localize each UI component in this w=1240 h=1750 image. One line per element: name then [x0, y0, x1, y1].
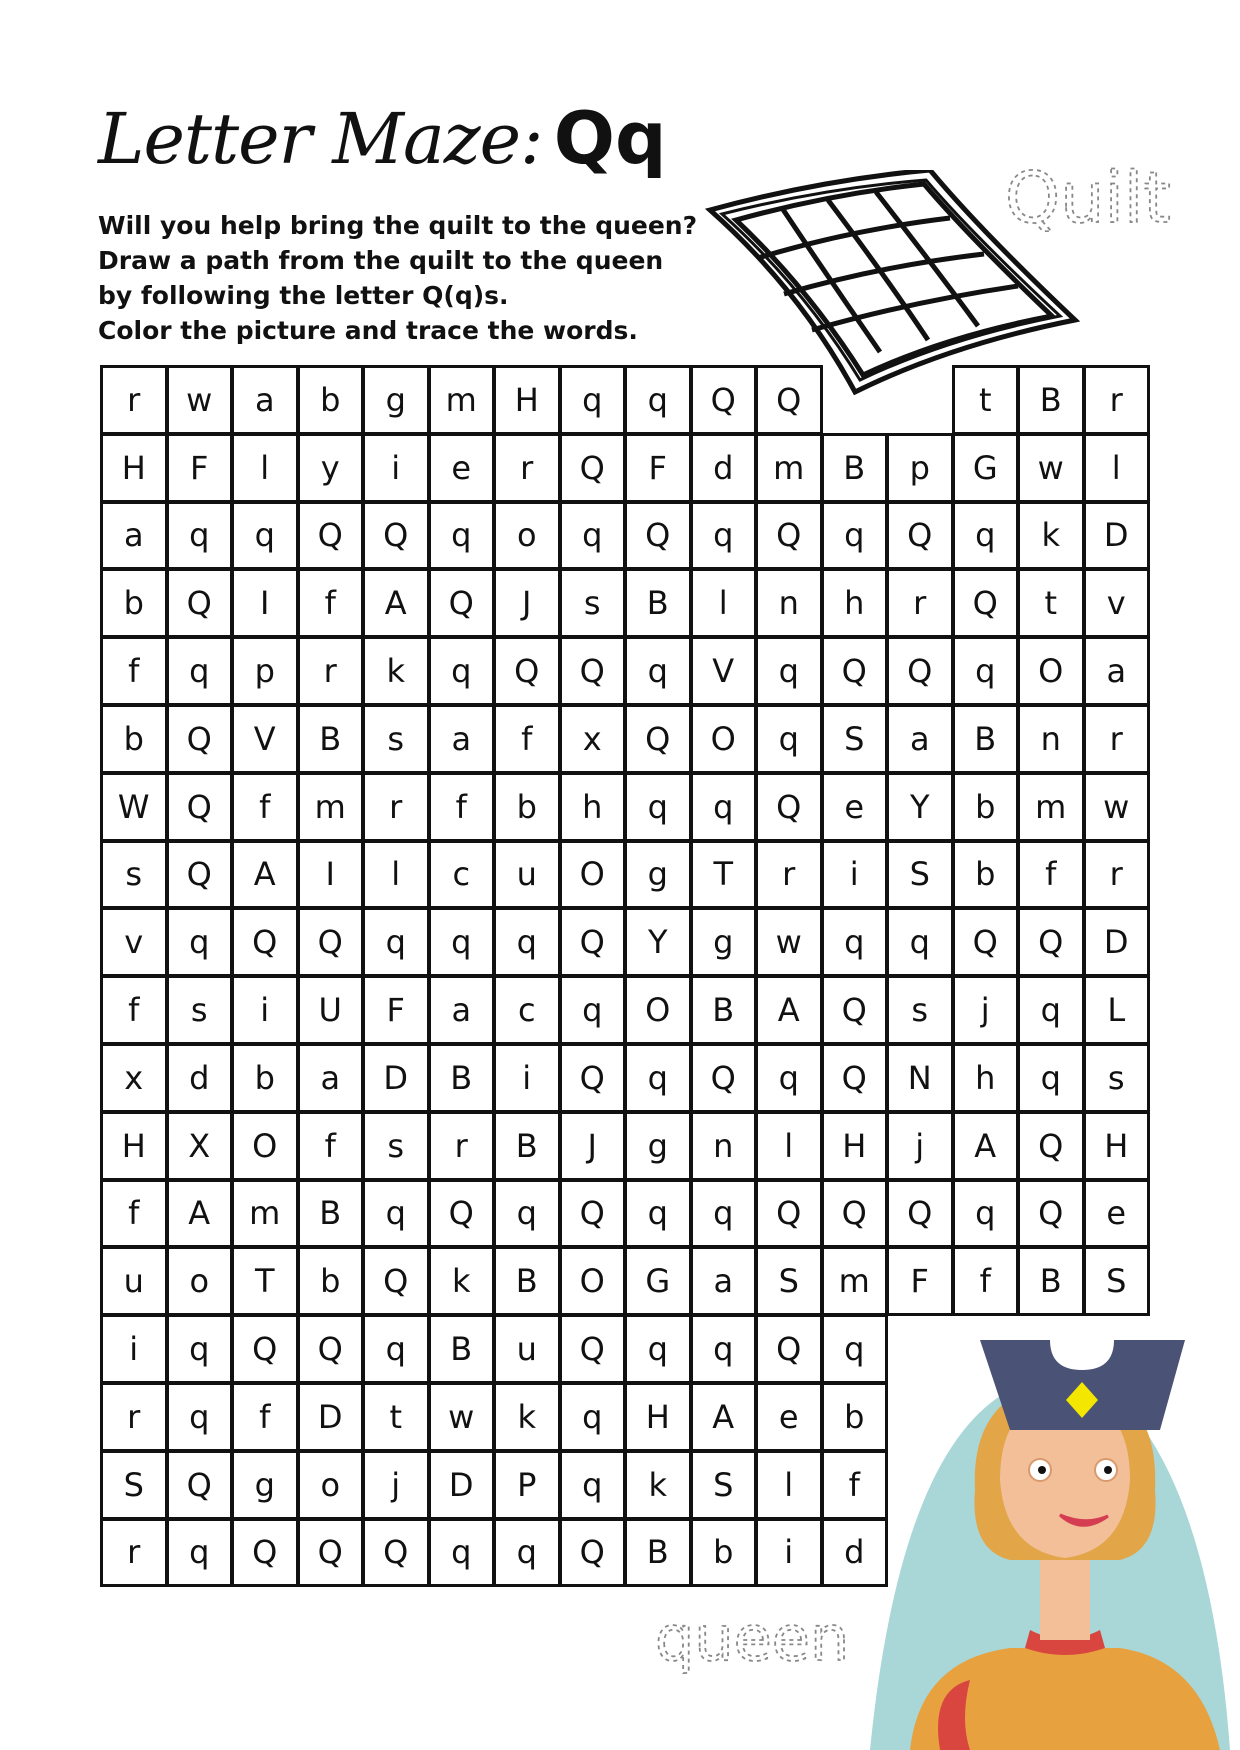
maze-cell[interactable]: A	[166, 1179, 234, 1249]
maze-cell[interactable]: k	[1017, 501, 1085, 571]
maze-cell[interactable]: q	[166, 636, 234, 706]
maze-cell[interactable]: B	[1017, 1246, 1085, 1316]
maze-cell[interactable]: q	[559, 975, 627, 1045]
maze-cell[interactable]: c	[493, 975, 561, 1045]
maze-cell[interactable]: q	[428, 1518, 496, 1588]
maze-cell[interactable]: Q	[559, 1518, 627, 1588]
maze-cell[interactable]: g	[624, 1111, 692, 1181]
maze-cell[interactable]: S	[100, 1450, 168, 1520]
maze-cell[interactable]: Q	[231, 907, 299, 977]
maze-cell[interactable]: h	[952, 1043, 1020, 1113]
maze-cell[interactable]: n	[755, 568, 823, 638]
maze-cell[interactable]: G	[952, 433, 1020, 503]
maze-cell[interactable]: W	[100, 772, 168, 842]
title-script: Letter Maze:	[98, 98, 543, 180]
maze-cell[interactable]: Q	[821, 636, 889, 706]
maze-cell[interactable]: S	[886, 840, 954, 910]
maze-cell[interactable]: l	[362, 840, 430, 910]
maze-cell[interactable]: b	[493, 772, 561, 842]
maze-cell[interactable]: j	[952, 975, 1020, 1045]
instructions	[98, 208, 698, 348]
maze-cell[interactable]: m	[231, 1179, 299, 1249]
maze-cell[interactable]: q	[755, 636, 823, 706]
maze-cell[interactable]: Q	[755, 501, 823, 571]
maze-cell[interactable]: a	[428, 704, 496, 774]
instruction-line: Draw a path from the quilt to the queen	[98, 246, 664, 275]
maze-cell[interactable]: a	[297, 1043, 365, 1113]
maze-cell[interactable]: w	[428, 1382, 496, 1452]
maze-cell[interactable]: U	[297, 975, 365, 1045]
maze-cell[interactable]: k	[624, 1450, 692, 1520]
maze-cell[interactable]: Q	[886, 1179, 954, 1249]
maze-cell[interactable]: A	[755, 975, 823, 1045]
maze-cell[interactable]: Q	[166, 568, 234, 638]
maze-cell[interactable]: Q	[362, 501, 430, 571]
maze-cell[interactable]: I	[231, 568, 299, 638]
maze-cell[interactable]: f	[952, 1246, 1020, 1316]
maze-cell[interactable]: w	[1083, 772, 1151, 842]
maze-cell[interactable]: A	[231, 840, 299, 910]
title-letter: Qq	[553, 96, 667, 180]
maze-cell[interactable]: q	[428, 907, 496, 977]
maze-cell[interactable]: Q	[297, 1518, 365, 1588]
maze-cell[interactable]: F	[624, 433, 692, 503]
maze-cell[interactable]: j	[362, 1450, 430, 1520]
maze-cell[interactable]: q	[362, 907, 430, 977]
maze-cell[interactable]: g	[231, 1450, 299, 1520]
maze-cell[interactable]: Q	[166, 840, 234, 910]
maze-cell[interactable]: q	[952, 501, 1020, 571]
maze-cell[interactable]: b	[690, 1518, 758, 1588]
maze-cell[interactable]: q	[624, 636, 692, 706]
maze-cell[interactable]: Q	[559, 636, 627, 706]
maze-cell[interactable]: v	[100, 907, 168, 977]
maze-cell[interactable]: k	[362, 636, 430, 706]
maze-cell[interactable]: b	[100, 704, 168, 774]
maze-cell[interactable]: B	[297, 1179, 365, 1249]
maze-cell[interactable]: Q	[231, 1314, 299, 1384]
maze-cell[interactable]: S	[755, 1246, 823, 1316]
maze-cell[interactable]: D	[362, 1043, 430, 1113]
maze-cell[interactable]: Q	[952, 907, 1020, 977]
maze-cell[interactable]: T	[231, 1246, 299, 1316]
maze-cell[interactable]: u	[100, 1246, 168, 1316]
maze-cell[interactable]: q	[559, 501, 627, 571]
maze-cell[interactable]: Q	[428, 568, 496, 638]
maze-cell[interactable]: i	[755, 1518, 823, 1588]
maze-cell[interactable]: q	[493, 1518, 561, 1588]
maze-cell[interactable]: Q	[297, 1314, 365, 1384]
trace-quilt-text: Quilt	[1005, 157, 1171, 232]
maze-cell[interactable]: O	[690, 704, 758, 774]
maze-cell[interactable]: Q	[755, 365, 823, 435]
maze-cell[interactable]: u	[493, 1314, 561, 1384]
instruction-line: by following the letter Q(q)s.	[98, 281, 509, 310]
maze-cell[interactable]: m	[428, 365, 496, 435]
maze-cell[interactable]: s	[362, 1111, 430, 1181]
maze-cell[interactable]: l	[690, 568, 758, 638]
maze-cell[interactable]: d	[821, 1518, 889, 1588]
maze-cell[interactable]: F	[362, 975, 430, 1045]
maze-cell[interactable]: a	[1083, 636, 1151, 706]
maze-cell[interactable]: Q	[493, 636, 561, 706]
maze-cell[interactable]: Q	[690, 1043, 758, 1113]
maze-cell[interactable]: r	[362, 772, 430, 842]
maze-cell[interactable]: x	[559, 704, 627, 774]
maze-cell[interactable]: m	[297, 772, 365, 842]
maze-cell[interactable]: n	[690, 1111, 758, 1181]
maze-cell[interactable]: h	[821, 568, 889, 638]
maze-cell[interactable]: d	[690, 433, 758, 503]
maze-cell[interactable]: v	[1083, 568, 1151, 638]
maze-cell[interactable]: Q	[297, 501, 365, 571]
maze-cell[interactable]: I	[297, 840, 365, 910]
maze-cell[interactable]: Q	[821, 1179, 889, 1249]
maze-cell[interactable]: f	[100, 975, 168, 1045]
maze-cell[interactable]: l	[231, 433, 299, 503]
maze-cell[interactable]: k	[493, 1382, 561, 1452]
maze-cell[interactable]: t	[1017, 568, 1085, 638]
maze-cell[interactable]: Q	[166, 704, 234, 774]
maze-cell[interactable]: J	[559, 1111, 627, 1181]
maze-cell[interactable]: o	[493, 501, 561, 571]
maze-cell[interactable]: i	[231, 975, 299, 1045]
maze-cell[interactable]: B	[493, 1246, 561, 1316]
maze-cell[interactable]: q	[166, 1518, 234, 1588]
maze-cell[interactable]: s	[166, 975, 234, 1045]
maze-cell[interactable]: g	[690, 907, 758, 977]
maze-cell[interactable]	[886, 365, 954, 435]
maze-cell[interactable]: S	[821, 704, 889, 774]
maze-cell[interactable]: g	[624, 840, 692, 910]
maze-cell[interactable]: r	[100, 1518, 168, 1588]
maze-cell[interactable]: F	[166, 433, 234, 503]
maze-cell[interactable]: D	[297, 1382, 365, 1452]
maze-cell[interactable]: q	[755, 1043, 823, 1113]
maze-cell[interactable]: i	[362, 433, 430, 503]
maze-cell[interactable]: p	[231, 636, 299, 706]
maze-cell[interactable]: H	[100, 1111, 168, 1181]
maze-cell[interactable]: Y	[886, 772, 954, 842]
maze-cell[interactable]: H	[1083, 1111, 1151, 1181]
maze-cell[interactable]: Q	[952, 568, 1020, 638]
maze-cell[interactable]: r	[1083, 365, 1151, 435]
maze-cell[interactable]: Q	[166, 1450, 234, 1520]
maze-cell[interactable]: G	[624, 1246, 692, 1316]
maze-cell[interactable]: q	[821, 1314, 889, 1384]
maze-cell[interactable]: r	[100, 365, 168, 435]
maze-cell[interactable]: B	[624, 568, 692, 638]
maze-cell[interactable]: q	[559, 365, 627, 435]
maze-cell[interactable]: b	[297, 365, 365, 435]
maze-cell[interactable]: b	[297, 1246, 365, 1316]
maze-cell[interactable]: q	[428, 501, 496, 571]
maze-cell[interactable]: q	[559, 1450, 627, 1520]
maze-cell[interactable]: q	[1017, 1043, 1085, 1113]
maze-cell[interactable]: q	[624, 1314, 692, 1384]
maze-cell[interactable]: V	[231, 704, 299, 774]
maze-cell[interactable]: Q	[755, 1314, 823, 1384]
maze-cell[interactable]: r	[428, 1111, 496, 1181]
maze-cell[interactable]: a	[428, 975, 496, 1045]
maze-cell[interactable]: t	[952, 365, 1020, 435]
maze-cell[interactable]: Q	[428, 1179, 496, 1249]
maze-cell[interactable]: b	[952, 840, 1020, 910]
maze-cell[interactable]: Q	[1017, 1179, 1085, 1249]
maze-cell[interactable]: Q	[166, 772, 234, 842]
maze-cell[interactable]: a	[886, 704, 954, 774]
maze-cell[interactable]: Q	[886, 501, 954, 571]
maze-cell[interactable]: g	[362, 365, 430, 435]
maze-cell[interactable]: B	[493, 1111, 561, 1181]
maze-cell[interactable]: Q	[755, 1179, 823, 1249]
maze-cell[interactable]: e	[755, 1382, 823, 1452]
maze-cell[interactable]: f	[100, 1179, 168, 1249]
maze-cell[interactable]: O	[559, 840, 627, 910]
maze-cell[interactable]: q	[166, 501, 234, 571]
maze-cell[interactable]: q	[493, 907, 561, 977]
maze-cell[interactable]: O	[559, 1246, 627, 1316]
maze-cell[interactable]: B	[297, 704, 365, 774]
maze-cell[interactable]: X	[166, 1111, 234, 1181]
maze-cell[interactable]: h	[559, 772, 627, 842]
maze-cell[interactable]: f	[428, 772, 496, 842]
maze-cell[interactable]: S	[690, 1450, 758, 1520]
maze-cell[interactable]: A	[690, 1382, 758, 1452]
maze-cell[interactable]: q	[166, 907, 234, 977]
maze-cell[interactable]: Q	[362, 1518, 430, 1588]
maze-cell[interactable]: t	[362, 1382, 430, 1452]
maze-cell[interactable]: r	[1083, 840, 1151, 910]
maze-cell[interactable]: w	[166, 365, 234, 435]
maze-cell[interactable]: a	[100, 501, 168, 571]
maze-cell[interactable]: f	[100, 636, 168, 706]
maze-cell[interactable]: H	[100, 433, 168, 503]
maze-cell[interactable]: n	[1017, 704, 1085, 774]
maze-cell[interactable]: a	[231, 365, 299, 435]
maze-cell[interactable]: O	[1017, 636, 1085, 706]
maze-cell[interactable]: P	[493, 1450, 561, 1520]
maze-cell[interactable]: e	[1083, 1179, 1151, 1249]
maze-cell[interactable]: q	[493, 1179, 561, 1249]
page-title	[98, 96, 667, 180]
maze-cell[interactable]: f	[493, 704, 561, 774]
maze-cell[interactable]: a	[690, 1246, 758, 1316]
maze-cell[interactable]: f	[297, 568, 365, 638]
queen-illustration	[860, 1330, 1240, 1750]
maze-cell[interactable]: m	[821, 1246, 889, 1316]
maze-cell[interactable]: o	[166, 1246, 234, 1316]
maze-cell[interactable]: Q	[559, 1179, 627, 1249]
maze-cell[interactable]: q	[690, 1314, 758, 1384]
maze-cell[interactable]: Q	[886, 636, 954, 706]
maze-cell[interactable]: D	[1083, 907, 1151, 977]
maze-cell[interactable]: Q	[624, 704, 692, 774]
maze-cell[interactable]: S	[1083, 1246, 1151, 1316]
trace-word-queen[interactable]	[655, 1605, 875, 1695]
maze-cell[interactable]: q	[428, 636, 496, 706]
maze-cell[interactable]: Q	[1017, 907, 1085, 977]
maze-cell[interactable]: b	[952, 772, 1020, 842]
maze-cell[interactable]: O	[231, 1111, 299, 1181]
maze-cell[interactable]: q	[1017, 975, 1085, 1045]
instruction-line: Color the picture and trace the words.	[98, 316, 638, 345]
maze-cell[interactable]: Q	[624, 501, 692, 571]
maze-cell[interactable]: q	[755, 704, 823, 774]
maze-cell[interactable]: b	[821, 1382, 889, 1452]
maze-cell[interactable]: q	[690, 1179, 758, 1249]
maze-cell[interactable]: s	[1083, 1043, 1151, 1113]
maze-cell[interactable]: s	[362, 704, 430, 774]
maze-cell[interactable]: D	[1083, 501, 1151, 571]
maze-cell[interactable]: q	[624, 365, 692, 435]
maze-cell[interactable]: w	[1017, 433, 1085, 503]
maze-cell[interactable]: w	[755, 907, 823, 977]
maze-cell[interactable]: V	[690, 636, 758, 706]
maze-cell[interactable]: i	[100, 1314, 168, 1384]
maze-cell[interactable]: s	[886, 975, 954, 1045]
maze-cell[interactable]: Q	[559, 433, 627, 503]
maze-cell[interactable]: b	[100, 568, 168, 638]
maze-cell[interactable]: m	[1017, 772, 1085, 842]
maze-cell[interactable]: f	[231, 772, 299, 842]
maze-cell[interactable]: q	[166, 1382, 234, 1452]
maze-cell[interactable]: Q	[821, 975, 889, 1045]
maze-cell[interactable]: Q	[559, 907, 627, 977]
maze-cell[interactable]: Q	[821, 1043, 889, 1113]
maze-cell[interactable]: Q	[690, 365, 758, 435]
maze-cell[interactable]: i	[821, 840, 889, 910]
maze-cell[interactable]: H	[821, 1111, 889, 1181]
maze-cell[interactable]: p	[886, 433, 954, 503]
maze-cell[interactable]: Q	[362, 1246, 430, 1316]
maze-cell[interactable]: b	[231, 1043, 299, 1113]
maze-cell[interactable]: q	[624, 1179, 692, 1249]
maze-cell[interactable]: A	[952, 1111, 1020, 1181]
maze-cell[interactable]: c	[428, 840, 496, 910]
maze-cell[interactable]: H	[624, 1382, 692, 1452]
instruction-line: Will you help bring the quilt to the queen?	[98, 211, 698, 240]
maze-cell[interactable]: r	[755, 840, 823, 910]
maze-cell[interactable]: Q	[297, 907, 365, 977]
maze-cell[interactable]: q	[952, 1179, 1020, 1249]
maze-cell[interactable]: q	[166, 1314, 234, 1384]
maze-cell[interactable]: q	[821, 907, 889, 977]
maze-cell[interactable]: e	[428, 433, 496, 503]
trace-queen-text: queen	[655, 1605, 850, 1675]
maze-cell[interactable]: f	[1017, 840, 1085, 910]
maze-cell[interactable]: B	[690, 975, 758, 1045]
maze-cell[interactable]: T	[690, 840, 758, 910]
maze-cell[interactable]: B	[821, 433, 889, 503]
maze-cell[interactable]: q	[886, 907, 954, 977]
maze-cell[interactable]: N	[886, 1043, 954, 1113]
maze-cell[interactable]: Q	[231, 1518, 299, 1588]
maze-cell[interactable]: m	[755, 433, 823, 503]
maze-cell[interactable]: q	[690, 501, 758, 571]
maze-cell[interactable]: r	[886, 568, 954, 638]
maze-cell[interactable]: F	[886, 1246, 954, 1316]
maze-cell[interactable]: s	[100, 840, 168, 910]
maze-cell[interactable]: i	[493, 1043, 561, 1113]
maze-cell[interactable]: r	[493, 433, 561, 503]
maze-cell[interactable]: D	[428, 1450, 496, 1520]
maze-cell[interactable]: B	[624, 1518, 692, 1588]
maze-cell[interactable]: L	[1083, 975, 1151, 1045]
maze-cell[interactable]: j	[886, 1111, 954, 1181]
maze-cell[interactable]: d	[166, 1043, 234, 1113]
maze-cell[interactable]: Q	[755, 772, 823, 842]
maze-cell[interactable]: B	[1017, 365, 1085, 435]
maze-cell[interactable]: s	[559, 568, 627, 638]
maze-cell[interactable]: r	[1083, 704, 1151, 774]
maze-cell[interactable]: l	[1083, 433, 1151, 503]
maze-cell[interactable]: q	[624, 1043, 692, 1113]
maze-cell[interactable]: Q	[559, 1314, 627, 1384]
maze-cell[interactable]: y	[297, 433, 365, 503]
maze-cell[interactable]	[821, 365, 889, 435]
maze-cell[interactable]: q	[559, 1382, 627, 1452]
maze-cell[interactable]: q	[231, 501, 299, 571]
maze-cell[interactable]: q	[821, 501, 889, 571]
maze-cell[interactable]: Y	[624, 907, 692, 977]
maze-cell[interactable]: l	[755, 1111, 823, 1181]
maze-cell[interactable]: A	[362, 568, 430, 638]
maze-cell[interactable]: q	[952, 636, 1020, 706]
maze-cell[interactable]: H	[493, 365, 561, 435]
maze-cell[interactable]: o	[297, 1450, 365, 1520]
maze-cell[interactable]: B	[428, 1043, 496, 1113]
maze-cell[interactable]: u	[493, 840, 561, 910]
maze-cell[interactable]: Q	[1017, 1111, 1085, 1181]
maze-cell[interactable]: q	[362, 1179, 430, 1249]
maze-cell[interactable]: J	[493, 568, 561, 638]
maze-cell[interactable]: r	[297, 636, 365, 706]
maze-cell[interactable]: B	[428, 1314, 496, 1384]
maze-cell[interactable]: k	[428, 1246, 496, 1316]
maze-cell[interactable]: f	[821, 1450, 889, 1520]
maze-cell[interactable]: q	[624, 772, 692, 842]
maze-cell[interactable]: f	[297, 1111, 365, 1181]
maze-cell[interactable]: q	[690, 772, 758, 842]
maze-cell[interactable]: Q	[559, 1043, 627, 1113]
maze-cell[interactable]: l	[755, 1450, 823, 1520]
maze-cell[interactable]: f	[231, 1382, 299, 1452]
maze-cell[interactable]: r	[100, 1382, 168, 1452]
maze-cell[interactable]: x	[100, 1043, 168, 1113]
maze-cell[interactable]: q	[362, 1314, 430, 1384]
maze-cell[interactable]: O	[624, 975, 692, 1045]
maze-cell[interactable]: e	[821, 772, 889, 842]
maze-cell[interactable]: B	[952, 704, 1020, 774]
